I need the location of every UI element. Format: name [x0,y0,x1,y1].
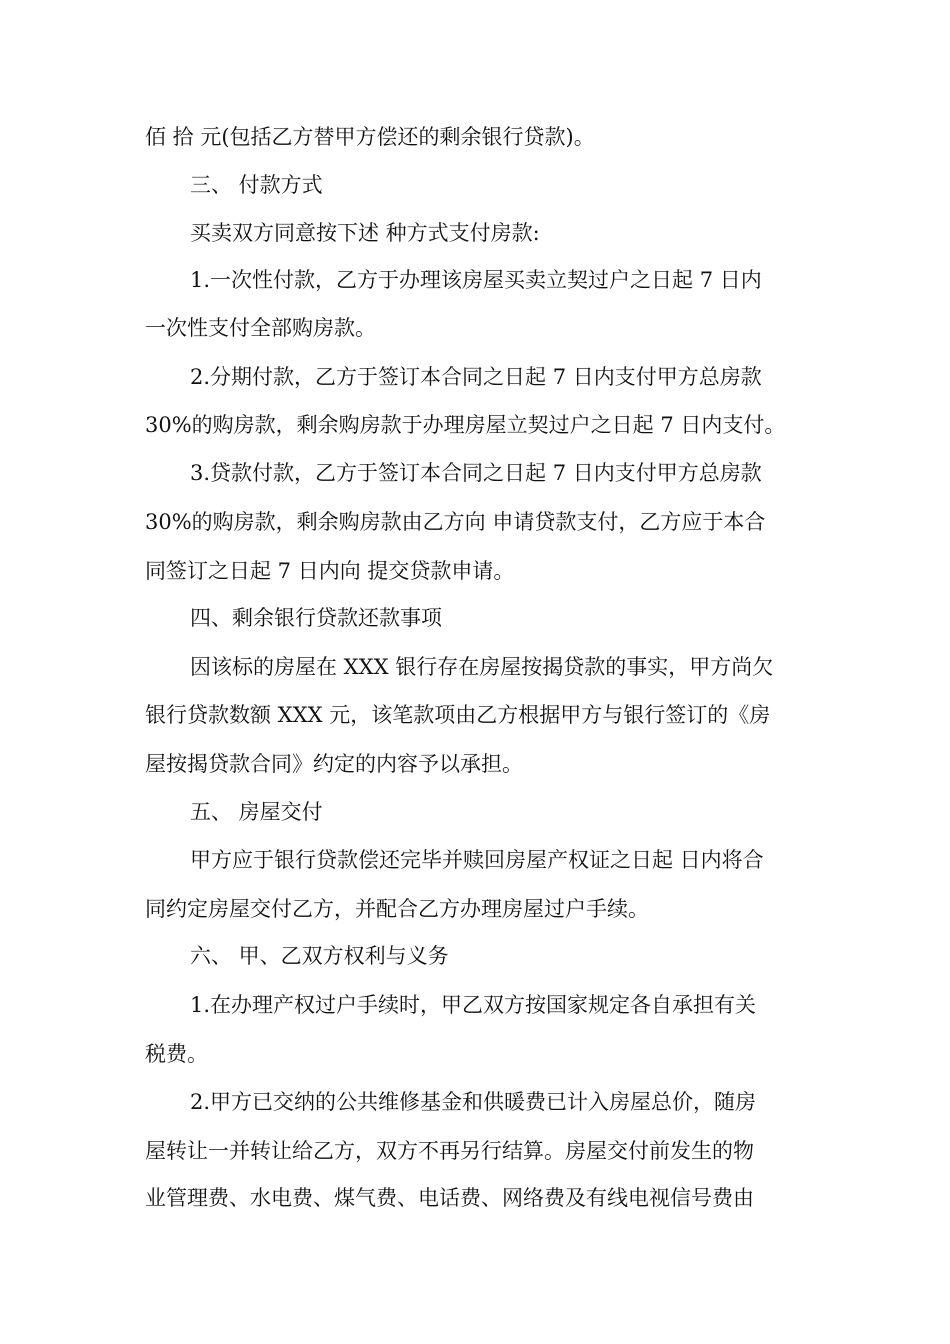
text-line-10: 同签订之日起 7 日内向 提交贷款申请。 [145,559,515,583]
text-line-17: 同约定房屋交付乙方，并配合乙方办理房屋过户手续。 [145,897,649,921]
section-heading-payment-method: 三、 付款方式 [190,173,323,197]
section-heading-loan-repayment: 四、剩余银行贷款还款事项 [190,606,442,630]
text-line-6: 2.分期付款，乙方于签订本合同之日起 7 日内支付甲方总房款 [190,365,762,389]
text-line-9: 30%的购房款，剩余购房款由乙方向 申请贷款支付，乙方应于本合 [145,510,766,534]
text-line-5: 一次性支付全部购房款。 [145,316,376,340]
text-line-4: 1.一次性付款，乙方于办理该房屋买卖立契过户之日起 7 日内 [190,268,762,292]
text-line-12: 因该标的房屋在 XXX 银行存在房屋按揭贷款的事实，甲方尚欠 [190,655,774,679]
text-line-13: 银行贷款数额 XXX 元，该笔款项由乙方根据甲方与银行签订的《房 [145,703,771,727]
section-heading-rights-obligations: 六、 甲、乙双方权利与义务 [190,944,449,968]
section-heading-delivery: 五、 房屋交付 [190,800,323,824]
text-line-20: 税费。 [145,1042,208,1066]
text-line-16: 甲方应于银行贷款偿还完毕并赎回房屋产权证之日起 日内将合 [190,848,764,872]
text-line-19: 1.在办理产权过户手续时，甲乙双方按国家规定各自承担有关 [190,993,757,1017]
text-line-21: 2.甲方已交纳的公共维修基金和供暖费已计入房屋总价，随房 [190,1090,757,1114]
text-line-3: 买卖双方同意按下述 种方式支付房款: [190,221,540,245]
text-line-8: 3.贷款付款，乙方于签订本合同之日起 7 日内支付甲方总房款 [190,461,762,485]
text-line-7: 30%的购房款，剩余购房款于办理房屋立契过户之日起 7 日内支付。 [145,413,786,437]
text-line-14: 屋按揭贷款合同》约定的内容予以承担。 [145,752,523,776]
text-line-1: 佰 拾 元(包括乙方替甲方偿还的剩余银行贷款)。 [145,125,595,149]
text-line-22: 屋转让一并转让给乙方，双方不再另行结算。房屋交付前发生的物 [145,1139,754,1163]
text-line-23: 业管理费、水电费、煤气费、电话费、网络费及有线电视信号费由 [145,1186,754,1210]
